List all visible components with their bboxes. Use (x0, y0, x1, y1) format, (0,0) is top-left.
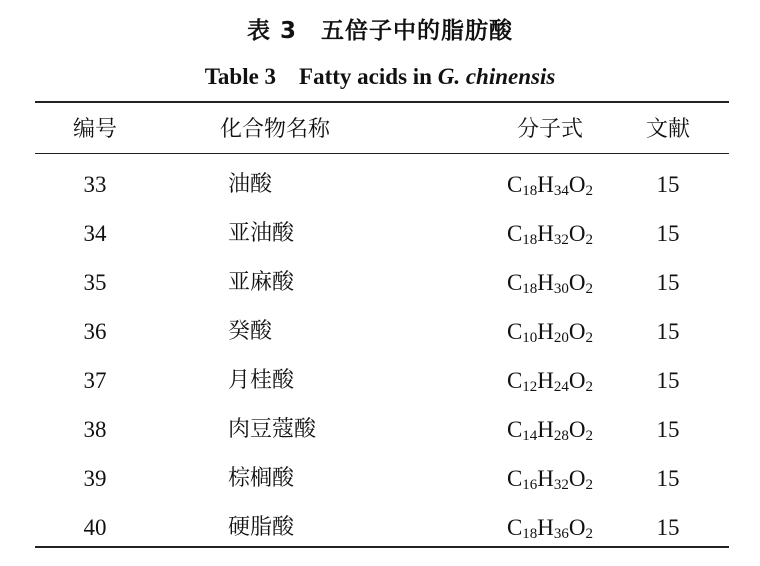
row-formula: $C_{18}H_{32}O_2$ (506, 221, 594, 248)
row-name: 硬脂酸 (228, 515, 295, 540)
table-bottom-rule (35, 546, 729, 548)
row-formula: $C_{12}H_{24}O_2$ (506, 368, 594, 395)
table-row (0, 508, 760, 548)
header-name: 化合物名称 (220, 117, 331, 142)
formula-c-count: 18 (522, 281, 538, 297)
row-formula: $C_{14}H_{28}O_2$ (506, 417, 594, 444)
row-formula: $C_{18}H_{34}O_2$ (506, 172, 594, 199)
table-top-rule (35, 101, 729, 103)
formula-h-count: 34 (553, 183, 569, 199)
row-no: 34 (83, 221, 107, 246)
table-row (0, 410, 760, 450)
row-formula: $C_{10}H_{20}O_2$ (506, 319, 594, 346)
formula-o-count: 2 (585, 526, 594, 542)
table-row (0, 263, 760, 303)
row-ref: 15 (656, 172, 680, 197)
formula-o-count: 2 (585, 232, 594, 248)
formula-o-count: 2 (585, 281, 594, 297)
title-en-species: G. chinensis (437, 64, 556, 89)
row-no: 33 (83, 172, 107, 197)
table-header-rule (35, 153, 729, 154)
table-row (0, 312, 760, 352)
row-no: 40 (83, 515, 107, 540)
row-name: 棕榈酸 (228, 466, 295, 491)
formula-c-count: 16 (522, 477, 538, 493)
table-row (0, 361, 760, 401)
row-no: 36 (83, 319, 107, 344)
row-no: 39 (83, 466, 107, 491)
formula-h-count: 30 (553, 281, 569, 297)
formula-c-count: 10 (522, 330, 538, 346)
formula-c-count: 12 (522, 379, 538, 395)
formula-c-count: 14 (522, 428, 538, 444)
row-formula: $C_{18}H_{30}O_2$ (506, 270, 594, 297)
row-formula: $C_{16}H_{32}O_2$ (506, 466, 594, 493)
formula-h-count: 20 (553, 330, 569, 346)
table-title-english (0, 58, 760, 91)
formula-c-count: 18 (522, 526, 538, 542)
formula-o-count: 2 (585, 428, 594, 444)
header-formula: 分子式 (516, 117, 583, 142)
row-no: 35 (83, 270, 107, 295)
table-header-row (0, 110, 760, 150)
formula-h-count: 28 (553, 428, 569, 444)
row-name: 亚油酸 (228, 221, 295, 246)
row-ref: 15 (656, 466, 680, 491)
row-no: 38 (83, 417, 107, 442)
title-en-prefix: Table 3 Fatty acids in (204, 64, 438, 89)
row-ref: 15 (656, 417, 680, 442)
table-row (0, 459, 760, 499)
formula-o-count: 2 (585, 183, 594, 199)
formula-o-count: 2 (585, 477, 594, 493)
formula-h-count: 24 (553, 379, 569, 395)
formula-h-count: 32 (553, 477, 569, 493)
formula-o-count: 2 (585, 330, 594, 346)
formula-h-count: 32 (553, 232, 569, 248)
formula-h-count: 36 (553, 526, 569, 542)
formula-c-count: 18 (522, 183, 538, 199)
row-name: 月桂酸 (228, 368, 295, 393)
row-name: 油酸 (228, 172, 273, 197)
row-ref: 15 (656, 515, 680, 540)
row-name: 癸酸 (228, 319, 273, 344)
header-no: 编号 (72, 117, 117, 142)
header-ref: 文献 (645, 117, 690, 142)
table-title-chinese: 表 3 五倍子中的脂肪酸 (246, 18, 513, 44)
row-no: 37 (83, 368, 107, 393)
row-ref: 15 (656, 368, 680, 393)
formula-c-count: 18 (522, 232, 538, 248)
table-row (0, 214, 760, 254)
row-formula: $C_{18}H_{36}O_2$ (506, 515, 594, 542)
formula-o-count: 2 (585, 379, 594, 395)
row-ref: 15 (656, 319, 680, 344)
row-name: 肉豆蔻酸 (228, 417, 317, 442)
table-row (0, 165, 760, 205)
row-name: 亚麻酸 (228, 270, 295, 295)
row-ref: 15 (656, 221, 680, 246)
row-ref: 15 (656, 270, 680, 295)
